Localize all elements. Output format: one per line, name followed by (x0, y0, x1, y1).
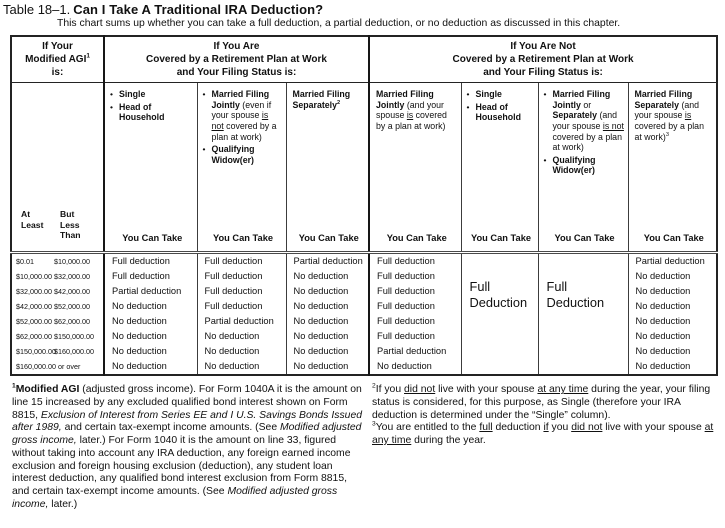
deduction-cell: Full deduction (197, 269, 286, 284)
deduction-cell: Full deduction (369, 253, 461, 270)
deduction-cell: No deduction (286, 329, 369, 344)
deduction-cell: Partial deduction (369, 344, 461, 359)
you-can-take-label: You Can Take (212, 233, 274, 244)
col-header-covered-mfs (286, 83, 369, 253)
at-least-label: At Least (21, 209, 44, 230)
deduction-cell: Full deduction (369, 329, 461, 344)
bullet-icon: • (543, 154, 547, 165)
footnote-1: $^1$Modified AGI (adjusted gross income). For Form 1040A it is the amount on line 15 increased by any excluded qualified bond interest shown on Form 8815, Exclusion of Interest from Series EE and I U.S. Savings Bonds Issued after 1989, and certain tax-exempt income amounts. (See Modified adjusted gross income, later.) For Form 1040 it is the amount on line 33, figured without taking into account any IRA deduction, any foreign earned income exclusion and foreign housing exclusion (deduction), any student loan interest deduction, any qualified bond interest exclusion from Form 8815, and certain tax-exempt income amounts. (See Modified adjusted gross income, later.) (12, 382, 363, 510)
table-body (11, 253, 717, 376)
agi-range-cell: $160,000.00 or over (16, 362, 81, 372)
not-covered-header-line1: If You Are Not (510, 40, 576, 52)
agi-range-cell: $0.01 $10,000.00 (16, 257, 90, 267)
deduction-cell: Partial deduction (628, 253, 717, 270)
table-number: Table 18–1. (3, 2, 71, 17)
deduction-cell: No deduction (628, 314, 717, 329)
col-header-modified-agi (11, 36, 104, 83)
deduction-cell: No deduction (286, 359, 369, 375)
col-header-not-covered-mfj-or-sep (538, 83, 628, 253)
agi-header-line3: is: (51, 67, 64, 79)
bullet-icon: • (202, 89, 206, 100)
filing-status-item: Married Filing Separately (and your spouse is covered by a plan at work)$^3$ (634, 89, 704, 142)
deduction-cell: No deduction (197, 344, 286, 359)
bullet-icon: • (466, 89, 470, 100)
you-can-take-label: You Can Take (554, 233, 615, 244)
agi-range-cell: $32,000.00 $42,000.00 (16, 287, 90, 297)
deduction-cell: No deduction (286, 344, 369, 359)
deduction-cell: No deduction (286, 284, 369, 299)
section-header-row (11, 36, 717, 83)
col-header-not-covered-mfs-spouse-covered (628, 83, 717, 253)
table-row (11, 253, 717, 270)
filing-status-header-row (11, 83, 717, 253)
deduction-cell: Full deduction (104, 253, 197, 270)
not-covered-header-line2: Covered by a Retirement Plan at Work (452, 54, 634, 66)
agi-range-cell: $62,000.00 $150,000.00 (16, 332, 94, 342)
deduction-cell: Full deduction (197, 284, 286, 299)
col-header-covered-section (104, 36, 369, 83)
table-subtitle: This chart sums up whether you can take a full deduction, a partial deduction, or no deduction as discussed in this chapter. (57, 17, 621, 29)
deduction-cell: Partial deduction (104, 284, 197, 299)
deduction-cell: No deduction (628, 359, 717, 375)
deduction-cell: Full deduction (369, 314, 461, 329)
deduction-cell: Full deduction (104, 269, 197, 284)
col-header-agi-range (11, 83, 104, 253)
agi-range-cell: $52,000.00 $62,000.00 (16, 317, 90, 327)
col-header-not-covered-section (369, 36, 717, 83)
deduction-cell: No deduction (628, 284, 717, 299)
deduction-cell: Full deduction (197, 299, 286, 314)
deduction-cell: Full deduction (369, 299, 461, 314)
deduction-cell: No deduction (104, 359, 197, 375)
deduction-cell: No deduction (104, 314, 197, 329)
filing-status-item: • Qualifying Widow(er) (202, 144, 255, 165)
deduction-cell: No deduction (104, 299, 197, 314)
you-can-take-label: You Can Take (470, 233, 532, 244)
bullet-icon: • (543, 89, 547, 100)
filing-status-item: Married Filing Separately$^2$ (292, 89, 351, 110)
not-covered-header-line3: and Your Filing Status is: (483, 67, 603, 79)
footnotes (12, 384, 725, 511)
bullet-icon: • (110, 101, 113, 112)
agi-header-line2: Modified AGI$^1$ (25, 52, 90, 66)
deduction-cell: No deduction (628, 329, 717, 344)
ira-deduction-table (10, 35, 718, 377)
covered-header-line3: and Your Filing Status is: (176, 67, 297, 79)
deduction-cell: No deduction (628, 269, 717, 284)
deduction-cell: No deduction (197, 329, 286, 344)
page-title (3, 3, 725, 18)
deduction-cell: Full deduction (369, 284, 461, 299)
deduction-cell: No deduction (104, 344, 197, 359)
col-header-covered-mfj (197, 83, 286, 253)
deduction-cell: No deduction (369, 359, 461, 375)
deduction-cell: No deduction (197, 359, 286, 375)
covered-header-line2: Covered by a Retirement Plan at Work (146, 54, 327, 66)
filing-status-item: • Married Filing Jointly or Separately (and your spouse is not covered by a plan at work) (543, 89, 624, 153)
filing-status-item: • Head of Household (110, 101, 165, 123)
filing-status-item: • Single (110, 89, 146, 100)
deduction-cell: Partial deduction (286, 253, 369, 270)
deduction-cell: No deduction (286, 314, 369, 329)
bullet-icon: • (110, 89, 113, 100)
you-can-take-label: You Can Take (643, 233, 704, 244)
col-header-not-covered-single-hoh (461, 83, 538, 253)
deduction-cell: Full deduction (197, 253, 286, 270)
deduction-cell: No deduction (628, 344, 717, 359)
deduction-cell: No deduction (286, 269, 369, 284)
table-title: Can I Take A Traditional IRA Deduction? (73, 2, 324, 17)
deduction-cell: No deduction (104, 329, 197, 344)
agi-range-cell: $150,000.00 $160,000.00 (16, 347, 94, 357)
you-can-take-label: You Can Take (386, 233, 447, 244)
col-header-covered-single-hoh (104, 83, 197, 253)
bullet-icon: • (202, 144, 206, 155)
merged-full-deduction-cell: Full Deduction (538, 253, 628, 376)
you-can-take-label: You Can Take (298, 233, 359, 244)
footnote-2: $^2$If you did not live with your spouse at any time during the year, your filing status is considered, for this purpose, as Single (therefore your IRA deduction is determined under the “Single” column). (372, 382, 711, 421)
deduction-cell: Full deduction (369, 269, 461, 284)
covered-header-line1: If You Are (213, 40, 260, 52)
deduction-cell: No deduction (286, 299, 369, 314)
you-can-take-label: You Can Take (122, 233, 183, 244)
footnote-3: $^3$You are entitled to the full deduction if you did not live with your spouse at any time during the year. (372, 420, 714, 447)
filing-status-item: • Married Filing Jointly (even if your spouse is not covered by a plan at work) (202, 89, 277, 142)
filing-status-item: • Qualifying Widow(er) (543, 154, 596, 176)
deduction-cell: Partial deduction (197, 314, 286, 329)
but-less-than-label: But Less Than (60, 209, 81, 241)
bullet-icon: • (466, 101, 470, 112)
merged-full-deduction-cell: Full Deduction (461, 253, 538, 376)
col-header-not-covered-mfj-spouse-covered (369, 83, 461, 253)
filing-status-item: Married Filing Jointly (and your spouse is covered by a plan at work) (376, 89, 447, 132)
deduction-cell: No deduction (628, 299, 717, 314)
agi-range-cell: $10,000.00 $32,000.00 (16, 272, 90, 282)
filing-status-item: • Head of Household (466, 101, 521, 123)
agi-header-line1: If Your (42, 40, 73, 52)
filing-status-item: • Single (466, 89, 502, 100)
agi-range-cell: $42,000.00 $52,000.00 (16, 302, 90, 312)
